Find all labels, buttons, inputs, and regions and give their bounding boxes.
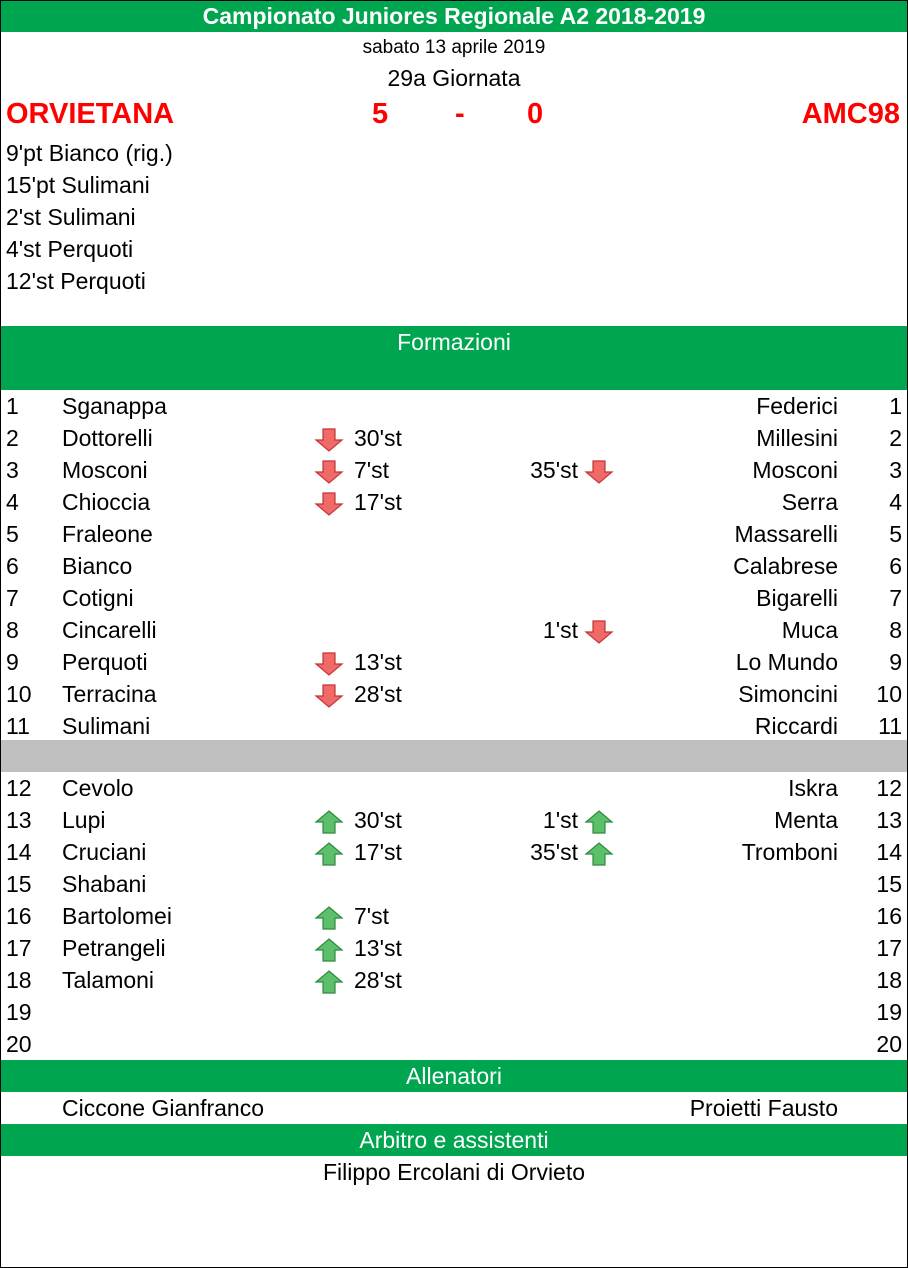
arrow-up-icon (314, 970, 344, 994)
away-player: Riccardi (754, 713, 838, 739)
arrow-up-icon (314, 906, 344, 930)
arrow-up-icon (314, 938, 344, 962)
goal-item: 9'pt Bianco (rig.) (6, 140, 173, 166)
away-coach: Proietti Fausto (689, 1095, 838, 1121)
player-row (0, 996, 908, 1028)
away-score: 0 (527, 98, 544, 130)
away-number: 15 (876, 871, 902, 897)
away-player: Calabrese (733, 553, 838, 579)
away-number: 18 (876, 967, 902, 993)
away-player: Mosconi (752, 457, 838, 483)
arrow-up-icon (584, 842, 614, 866)
lineups-section-header: Formazioni (0, 326, 908, 358)
home-number: 11 (6, 713, 30, 739)
home-number: 1 (6, 393, 19, 419)
home-player: Cevolo (62, 775, 134, 801)
home-team: ORVIETANA (6, 98, 175, 130)
away-player: Bigarelli (756, 585, 838, 611)
away-sub-time: 35'st (530, 839, 578, 865)
section-spacer (0, 358, 908, 390)
away-sub-time: 1'st (542, 807, 578, 833)
player-row (0, 964, 908, 996)
home-number: 16 (6, 903, 32, 929)
home-number: 20 (6, 1031, 32, 1057)
home-player: Dottorelli (62, 425, 153, 451)
home-player: Cotigni (62, 585, 134, 611)
home-player: Sganappa (62, 393, 167, 419)
home-number: 10 (6, 681, 32, 707)
coaches-row (0, 1092, 908, 1124)
arrow-down-icon (314, 492, 344, 516)
referee-name: Filippo Ercolani di Orvieto (322, 1159, 586, 1185)
home-sub-time: 28'st (354, 681, 402, 707)
player-row (0, 836, 908, 868)
arrow-down-icon (584, 620, 614, 644)
bench-divider (0, 740, 908, 772)
away-number: 12 (876, 775, 902, 801)
away-player: Iskra (788, 775, 838, 801)
home-player: Petrangeli (62, 935, 166, 961)
arrow-down-icon (584, 460, 614, 484)
arrow-down-icon (314, 652, 344, 676)
player-row (0, 804, 908, 836)
away-sub-time: 1'st (542, 617, 578, 643)
home-player: Sulimani (62, 713, 151, 739)
away-sub-time: 35'st (530, 457, 578, 483)
home-player: Perquoti (62, 649, 148, 675)
goal-item: 15'pt Sulimani (6, 172, 150, 198)
home-sub-time: 7'st (354, 903, 390, 929)
away-number: 10 (876, 681, 902, 707)
player-row (0, 710, 908, 742)
player-row (0, 772, 908, 804)
away-player: Menta (774, 807, 838, 833)
header-title: Campionato Juniores Regionale A2 2018-2019 (0, 0, 908, 32)
home-player: Talamoni (62, 967, 155, 993)
away-number: 5 (889, 521, 902, 547)
home-player: Bianco (62, 553, 133, 579)
goal-item: 2'st Sulimani (6, 204, 136, 230)
home-sub-time: 13'st (354, 649, 402, 675)
away-number: 16 (876, 903, 902, 929)
home-number: 12 (6, 775, 32, 801)
player-row (0, 932, 908, 964)
home-number: 19 (6, 999, 32, 1025)
player-row (0, 550, 908, 582)
home-player: Terracina (62, 681, 157, 707)
arrow-up-icon (314, 842, 344, 866)
home-player: Chioccia (62, 489, 151, 515)
away-number: 20 (876, 1031, 902, 1057)
away-player: Muca (781, 617, 838, 643)
home-sub-time: 28'st (354, 967, 402, 993)
home-number: 8 (6, 617, 19, 643)
away-player: Serra (781, 489, 838, 515)
away-number: 13 (876, 807, 902, 833)
home-number: 3 (6, 457, 19, 483)
goal-item: 4'st Perquoti (6, 236, 134, 262)
away-number: 6 (889, 553, 902, 579)
home-number: 15 (6, 871, 32, 897)
player-row (0, 486, 908, 518)
away-player: Tromboni (741, 839, 838, 865)
home-player: Fraleone (62, 521, 153, 547)
player-row (0, 646, 908, 678)
home-sub-time: 30'st (354, 807, 402, 833)
home-player: Mosconi (62, 457, 148, 483)
away-number: 7 (889, 585, 902, 611)
home-number: 5 (6, 521, 19, 547)
player-row (0, 518, 908, 550)
away-number: 11 (878, 713, 902, 739)
match-round: 29a Giornata (387, 65, 521, 91)
player-row (0, 614, 908, 646)
player-row (0, 1028, 908, 1060)
arrow-down-icon (314, 684, 344, 708)
away-player: Simoncini (738, 681, 838, 707)
home-number: 13 (6, 807, 32, 833)
home-number: 4 (6, 489, 19, 515)
score-separator: - (455, 98, 465, 130)
away-number: 2 (889, 425, 902, 451)
home-coach: Ciccone Gianfranco (62, 1095, 264, 1121)
arrow-down-icon (314, 428, 344, 452)
home-score: 5 (372, 98, 389, 130)
home-number: 9 (6, 649, 19, 675)
match-date: sabato 13 aprile 2019 (362, 37, 546, 58)
home-number: 17 (6, 935, 32, 961)
arrow-down-icon (314, 460, 344, 484)
away-number: 9 (889, 649, 902, 675)
home-number: 14 (6, 839, 32, 865)
home-sub-time: 17'st (354, 489, 402, 515)
player-row (0, 582, 908, 614)
away-number: 19 (876, 999, 902, 1025)
home-number: 7 (6, 585, 19, 611)
away-number: 17 (876, 935, 902, 961)
home-number: 18 (6, 967, 32, 993)
away-team: AMC98 (801, 98, 900, 130)
home-number: 6 (6, 553, 19, 579)
player-row (0, 900, 908, 932)
away-number: 8 (889, 617, 902, 643)
away-number: 1 (889, 393, 902, 419)
away-number: 14 (876, 839, 902, 865)
away-player: Federici (756, 393, 838, 419)
home-player: Cincarelli (62, 617, 157, 643)
home-player: Bartolomei (62, 903, 172, 929)
player-row (0, 868, 908, 900)
player-row (0, 390, 908, 422)
home-sub-time: 30'st (354, 425, 402, 451)
player-row (0, 422, 908, 454)
away-player: Lo Mundo (735, 649, 838, 675)
referees-section-header: Arbitro e assistenti (0, 1124, 908, 1156)
home-sub-time: 13'st (354, 935, 402, 961)
away-number: 3 (889, 457, 902, 483)
home-number: 2 (6, 425, 19, 451)
away-player: Millesini (756, 425, 838, 451)
home-player: Shabani (62, 871, 147, 897)
coaches-section-header: Allenatori (0, 1060, 908, 1092)
goal-item: 12'st Perquoti (6, 268, 146, 294)
home-sub-time: 7'st (354, 457, 390, 483)
home-player: Lupi (62, 807, 106, 833)
player-row (0, 454, 908, 486)
home-sub-time: 17'st (354, 839, 402, 865)
away-player: Massarelli (734, 521, 838, 547)
arrow-up-icon (584, 810, 614, 834)
player-row (0, 678, 908, 710)
arrow-up-icon (314, 810, 344, 834)
home-player: Cruciani (62, 839, 147, 865)
away-number: 4 (889, 489, 902, 515)
